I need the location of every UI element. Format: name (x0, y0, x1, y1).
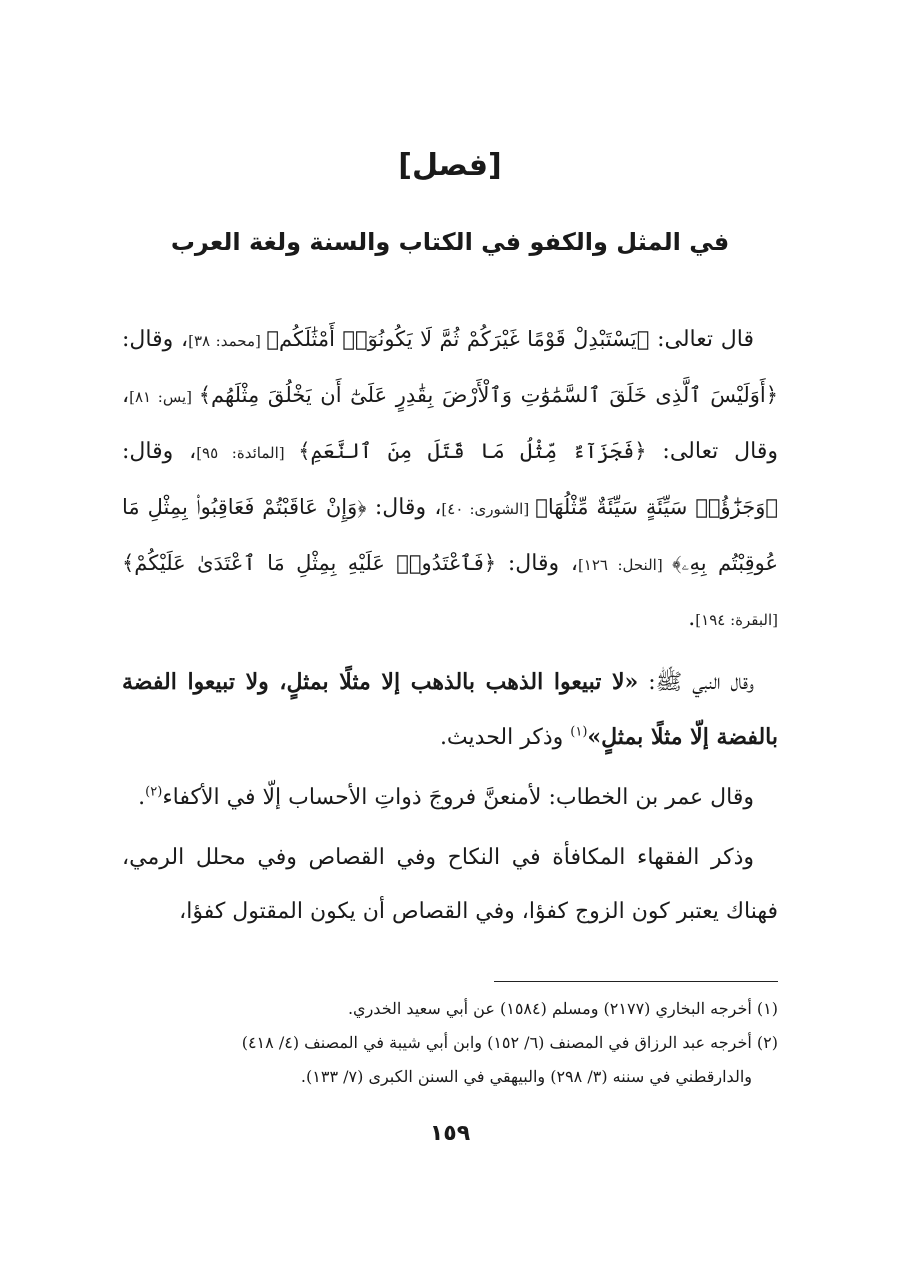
verse-reference: [المائدة: ٩٥] (196, 444, 299, 462)
paragraph-fuqaha (122, 831, 778, 939)
quran-verse: ﴿فَٱعْتَدُوا۟ عَلَيْهِ بِمِثْلِ مَا ٱعْتَدَىٰ عَلَيْكُمْ﴾ (122, 551, 497, 575)
verse-reference: [محمد: ٣٨] (188, 332, 267, 350)
quran-verse: ﴿وَإِنْ عَاقَبْتُمْ فَعَاقِبُوا۟ بِمِثْلِ مَا عُوقِبْتُم بِهِۦ﴾ (122, 495, 779, 575)
footnote-text: أخرجه البخاري (٢١٧٧) ومسلم (١٥٨٤) عن أبي سعيد الخدري. (347, 999, 752, 1018)
verse-reference: [النحل: ١٢٦] (577, 556, 673, 574)
text-span: وذكر الفقهاء المكافأة في النكاح وفي القصاص وفي محلل الرمي، فهناك يعتبر كون الزوج كفؤا، وفي القصاص أن يكون المقتول كفؤا، (122, 845, 778, 924)
section-title: [فصل] (398, 148, 502, 183)
footnotes (122, 992, 778, 1094)
text-span: . (688, 606, 696, 631)
text-span: ، وقال: (496, 551, 578, 576)
footnote-text: أخرجه عبد الرزاق في المصنف (٦/ ١٥٢) وابن أبي شيبة في المصنف (٤/ ٤١٨) (241, 1033, 752, 1052)
footnote (122, 1026, 778, 1060)
quran-verse: ﴿فَجَزَآءٌ مِّثْلُ مَا قَتَلَ مِنَ ٱلنَّعَمِ﴾ (298, 439, 647, 463)
text-span: . (138, 785, 146, 810)
text-span: ، وقال تعالى: (122, 383, 778, 464)
paragraph-hadith (122, 655, 778, 765)
text-span: قال تعالى: (649, 327, 754, 352)
footnote-marker[interactable]: (١) (570, 724, 588, 740)
paragraph-umar-quote (122, 771, 778, 825)
hadith-text: «لا تبيعوا الذهب بالذهب إلا مثلًا بمثلٍ، ولا تبيعوا الفضة بالفضة إلّا مثلًا بمثلٍ» (122, 669, 778, 750)
footnote-marker[interactable]: (٢) (145, 784, 163, 800)
footnote-number: (١) (756, 999, 778, 1018)
footnote-number: (٢) (756, 1033, 778, 1052)
text-span: وقال النبي ﷺ: (638, 670, 754, 695)
chapter-subtitle: في المثل والكفو في الكتاب والسنة ولغة العرب (170, 228, 730, 256)
text-span: وذكر الحديث. (439, 725, 571, 750)
main-text (122, 312, 778, 945)
text-span: ، وقال: (122, 439, 197, 464)
paragraph-quran-verses (122, 312, 778, 647)
footnote (122, 992, 778, 1026)
quran-verse: ﴿أَوَلَيْسَ ٱلَّذِى خَلَقَ ٱلسَّمَٰوَٰتِ وَٱلْأَرْضَ بِقَٰدِرٍ عَلَىٰٓ أَن يَخْلُقَ مِثْلَهُم﴾ (198, 383, 778, 407)
page-number: ١٥٩ (429, 1121, 471, 1146)
quran-verse: ﴿يَسْتَبْدِلْ قَوْمًا غَيْرَكُمْ ثُمَّ لَا يَكُونُوٓا۟ أَمْثَٰلَكُم﴾ (266, 327, 650, 351)
verse-reference: [البقرة: ١٩٤] (695, 611, 778, 629)
footnote-continuation: والدارقطني في سننه (٣/ ٢٩٨) والبيهقي في السنن الكبرى (٧/ ١٣٣). (300, 1067, 752, 1086)
text-span: ، وقال: (122, 327, 189, 352)
verse-reference: [الشورى: ٤٠] (441, 500, 536, 518)
quran-verse: ﴿وَجَزَٰٓؤُا۟ سَيِّئَةٍ سَيِّئَةٌ مِّثْلُهَا﴾ (535, 495, 778, 519)
text-span: ، وقال: (366, 495, 442, 520)
verse-reference: [يس: ٨١] (129, 388, 199, 406)
text-span: وقال عمر بن الخطاب: لأمنعنَّ فروجَ ذواتِ الأحساب إلّا في الأكفاء (162, 785, 754, 810)
footnote-divider (494, 981, 778, 982)
